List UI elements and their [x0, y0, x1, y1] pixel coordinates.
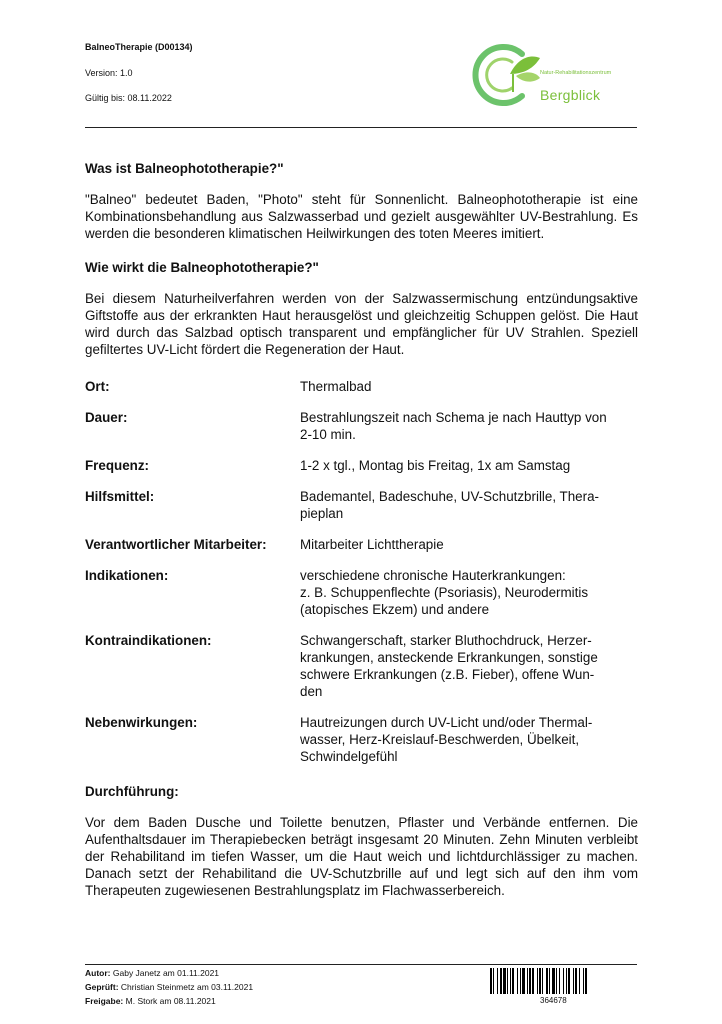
detail-value: Thermalbad	[300, 379, 372, 394]
section-heading-how: Wie wirkt die Balneophototherapie?"	[85, 260, 319, 275]
detail-value: 1-2 x tgl., Montag bis Freitag, 1x am Samstag	[300, 458, 571, 473]
document-valid-until: Gültig bis: 08.11.2022	[85, 93, 172, 103]
detail-value: verschiedene chronische Hauterkrankungen: z. B. Schuppenflechte (Psoriasis), Neurodermitis (atopisches Ekzem) und andere	[300, 568, 589, 617]
section-heading-what: Was ist Balneophototherapie?"	[85, 161, 284, 176]
section-text-procedure: Vor dem Baden Dusche und Toilette benutzen, Pflaster und Verbände entfernen. Die Aufenthaltsdauer im Therapiebecken beträgt insgesamt 20 Minuten. Zehn Minuten verbleibt der Rehabilitand im tiefen Wasser, um die Haut weich und lichtdurchlässiger zu machen. Danach setzt der Rehabilitand die UV-Schutzbrille auf und legt sich auf den ihm vom Therapeuten zugewiesenen Bestrahlungsplatz im Flachwasserbereich.	[85, 815, 638, 898]
detail-label: Nebenwirkungen:	[85, 715, 198, 730]
footer-checked-value: Christian Steinmetz am 03.11.2021	[120, 982, 254, 992]
detail-row-duration	[85, 409, 638, 443]
section-text-how: Bei diesem Naturheilverfahren werden von der Salzwassermischung entzündungsaktive Giftstoffe aus der erkrankten Haut herausgelöst und gleichzeitig Schuppen gelöst. Die Haut wird durch das Salzbad optisch transparent und empfänglicher für UV Strahlen. Speziell gefiltertes UV-Licht fördert die Regeneration der Haut.	[85, 291, 638, 357]
detail-value: Bademantel, Badeschuhe, UV-Schutzbrille, Thera- pieplan	[300, 489, 599, 521]
logo-name: Bergblick	[540, 87, 601, 103]
barcode-number: 364678	[540, 996, 567, 1005]
detail-label: Hilfsmittel:	[85, 489, 155, 504]
barcode-icon	[490, 968, 637, 994]
header-divider	[85, 127, 637, 128]
detail-row-indications	[85, 567, 638, 618]
footer-release	[85, 996, 216, 1006]
logo-subtitle: Natur-Rehabilitationszentrum	[540, 70, 612, 76]
details-table	[85, 378, 638, 765]
detail-label: Frequenz:	[85, 458, 149, 473]
document-body	[85, 160, 638, 916]
detail-row-frequency	[85, 457, 638, 474]
footer-release-label: Freigabe:	[85, 996, 124, 1006]
footer-author-value: Gaby Janetz am 01.11.2021	[112, 968, 220, 978]
document-title: BalneoTherapie (D00134)	[85, 42, 193, 52]
section-text-what: "Balneo" bedeutet Baden, "Photo" steht für Sonnenlicht. Balneophototherapie ist eine Kombinationsbehandlung aus Salzwasserbad und gezielt ausgewählter UV-Bestrahlung. Es werden die besonderen klimatischen Heilwirkungen des toten Meeres imitiert.	[85, 192, 638, 241]
detail-label: Indikationen:	[85, 568, 169, 583]
footer-release-value: M. Stork am 08.11.2021	[125, 996, 216, 1006]
detail-value: Mitarbeiter Lichttherapie	[300, 537, 444, 552]
detail-row-staff	[85, 536, 638, 553]
detail-value: Hautreizungen durch UV-Licht und/oder Thermal- wasser, Herz-Kreislauf-Beschwerden, Übelkeit, Schwindelgefühl	[300, 715, 593, 764]
detail-row-aids	[85, 488, 638, 522]
detail-row-side-effects	[85, 714, 638, 765]
detail-value: Schwangerschaft, starker Bluthochdruck, Herzer- krankungen, ansteckende Erkrankungen, sonstige schwere Erkrankungen (z.B. Fieber), offene Wun- den	[300, 633, 598, 699]
detail-row-location	[85, 378, 638, 395]
detail-row-contraindications	[85, 632, 638, 700]
footer-divider	[85, 964, 637, 965]
section-heading-procedure: Durchführung:	[85, 784, 179, 799]
detail-label: Kontraindikationen:	[85, 633, 212, 648]
detail-label: Verantwortlicher Mitarbeiter:	[85, 537, 267, 552]
footer-checked-label: Geprüft:	[85, 982, 119, 992]
document-version: Version: 1.0	[85, 68, 133, 78]
footer-checked	[85, 982, 253, 992]
footer-author-label: Autor:	[85, 968, 111, 978]
detail-label: Ort:	[85, 379, 110, 394]
detail-value: Bestrahlungszeit nach Schema je nach Hauttyp von 2-10 min.	[300, 410, 607, 442]
detail-label: Dauer:	[85, 410, 128, 425]
footer-author	[85, 968, 219, 978]
